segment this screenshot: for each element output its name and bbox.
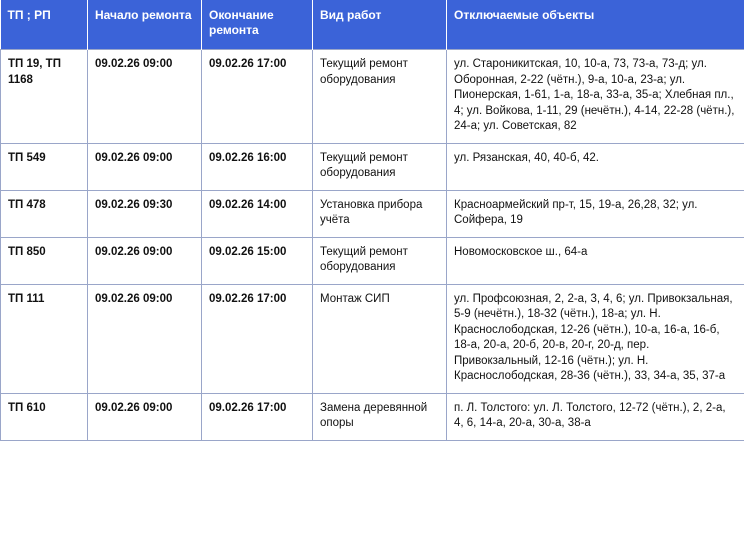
cell-tp-rp: ТП 19, ТП 1168	[1, 50, 88, 144]
cell-tp-rp: ТП 549	[1, 143, 88, 190]
cell-tp-rp: ТП 610	[1, 393, 88, 440]
cell-start: 09.02.26 09:00	[88, 393, 202, 440]
table-row	[1, 50, 744, 144]
table-row	[1, 237, 744, 284]
cell-end: 09.02.26 16:00	[202, 143, 313, 190]
table-row	[1, 393, 744, 440]
cell-tp-rp: ТП 850	[1, 237, 88, 284]
cell-end: 09.02.26 14:00	[202, 190, 313, 237]
cell-end: 09.02.26 17:00	[202, 284, 313, 393]
cell-objects: ул. Староникитская, 10, 10-а, 73, 73-а, 73-д; ул. Оборонная, 2-22 (чётн.), 9-а, 10-а, 23-а; ул. Пионерская, 1-61, 1-а, 18-а, 33-а, 35-а; Хлебная пл., 4; ул. Войкова, 1-11, 29 (нечётн.), 4-14, 22-28 (чётн.), 24-а; ул. Советская, 82	[447, 50, 744, 144]
column-header-tp-rp: ТП ; РП	[1, 0, 88, 50]
table-body	[1, 50, 744, 441]
cell-objects: Красноармейский пр-т, 15, 19-а, 26,28, 32; ул. Сойфера, 19	[447, 190, 744, 237]
cell-start: 09.02.26 09:30	[88, 190, 202, 237]
cell-start: 09.02.26 09:00	[88, 50, 202, 144]
cell-objects: ул. Рязанская, 40, 40-б, 42.	[447, 143, 744, 190]
table-row	[1, 284, 744, 393]
cell-end: 09.02.26 15:00	[202, 237, 313, 284]
cell-work-type: Монтаж СИП	[313, 284, 447, 393]
table-header-row	[1, 0, 744, 50]
column-header-start: Начало ремонта	[88, 0, 202, 50]
cell-start: 09.02.26 09:00	[88, 284, 202, 393]
cell-work-type: Замена деревянной опоры	[313, 393, 447, 440]
cell-objects: ул. Профсоюзная, 2, 2-а, 3, 4, 6; ул. Привокзальная, 5-9 (нечётн.), 18-32 (чётн.), 18-а; ул. Н. Краснослободская, 12-26 (чётн.), 10-а, 16-а, 16-б, 18-а, 20-а, 20-б, 20-в, 20-г, 20-д, пер. Привокзальный, 12-16 (чётн.); ул. Н. Краснослободская, 28-36 (чётн.), 33, 34-а, 35, 37-а	[447, 284, 744, 393]
table-row	[1, 190, 744, 237]
column-header-work-type: Вид работ	[313, 0, 447, 50]
table-header	[1, 0, 744, 50]
cell-objects: п. Л. Толстого: ул. Л. Толстого, 12-72 (чётн.), 2, 2-а, 4, 6, 14-а, 20-а, 30-а, 38-а	[447, 393, 744, 440]
cell-tp-rp: ТП 111	[1, 284, 88, 393]
cell-start: 09.02.26 09:00	[88, 143, 202, 190]
cell-end: 09.02.26 17:00	[202, 393, 313, 440]
cell-work-type: Текущий ремонт оборудования	[313, 50, 447, 144]
cell-work-type: Установка прибора учёта	[313, 190, 447, 237]
cell-work-type: Текущий ремонт оборудования	[313, 237, 447, 284]
cell-tp-rp: ТП 478	[1, 190, 88, 237]
cell-start: 09.02.26 09:00	[88, 237, 202, 284]
cell-work-type: Текущий ремонт оборудования	[313, 143, 447, 190]
table-row	[1, 143, 744, 190]
column-header-objects: Отключаемые объекты	[447, 0, 744, 50]
cell-end: 09.02.26 17:00	[202, 50, 313, 144]
cell-objects: Новомосковское ш., 64-а	[447, 237, 744, 284]
column-header-end: Окончание ремонта	[202, 0, 313, 50]
